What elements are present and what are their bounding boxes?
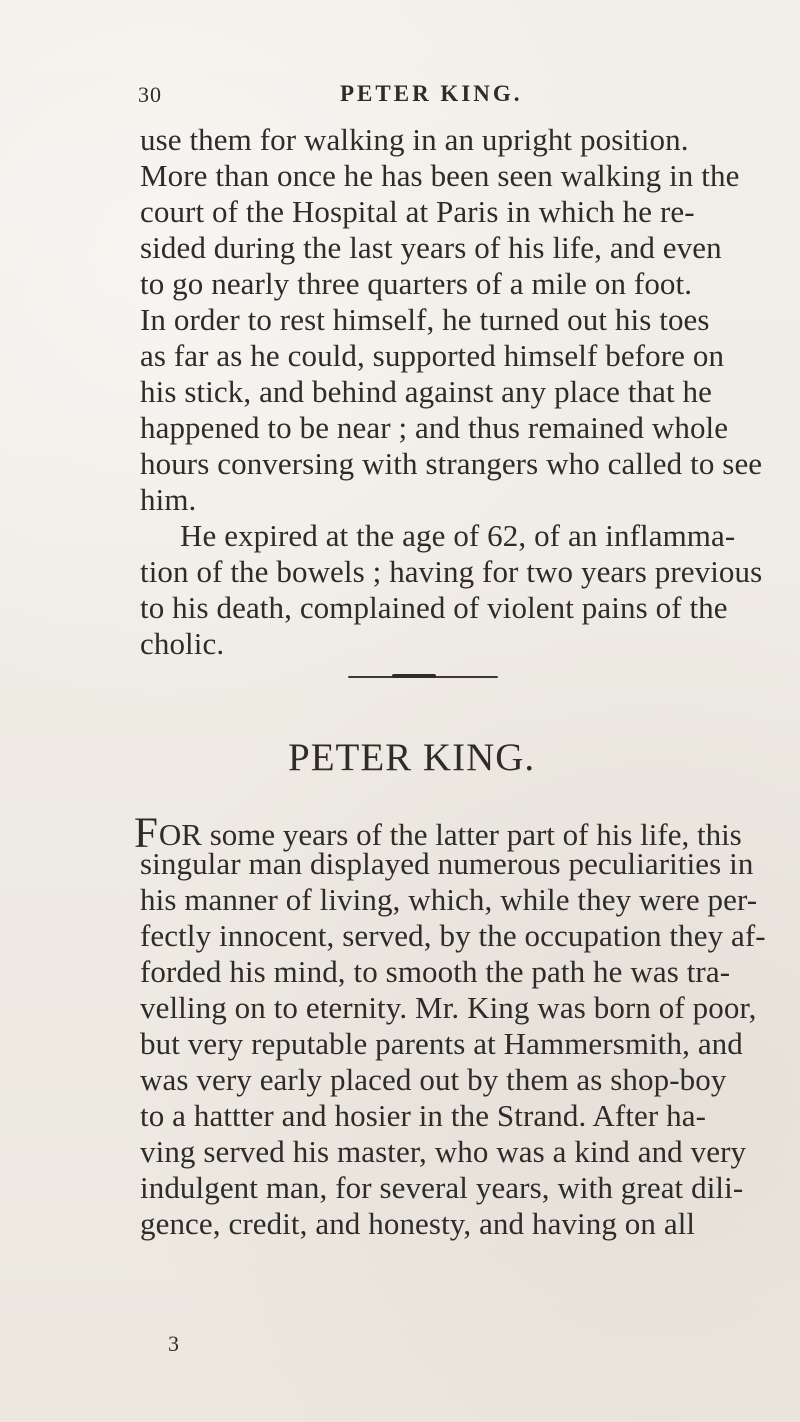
section-first-line-text: OR some years of the latter part of his life, this bbox=[158, 817, 742, 852]
section-heading: PETER KING. bbox=[288, 736, 536, 779]
body-line: as far as he could, supported himself before on bbox=[140, 338, 725, 373]
body-line: him. bbox=[140, 482, 197, 517]
body-line: cholic. bbox=[140, 626, 225, 661]
body-line: tion of the bowels ; having for two years previous bbox=[140, 554, 763, 589]
body-line: hours conversing with strangers who called to see bbox=[140, 446, 763, 481]
body-line: He expired at the age of 62, of an inflamma- bbox=[180, 518, 736, 553]
body-line: his stick, and behind against any place that he bbox=[140, 374, 713, 409]
body-line: indulgent man, for several years, with great dili- bbox=[140, 1170, 744, 1205]
body-line: velling on to eternity. Mr. King was born of poor, bbox=[140, 990, 757, 1025]
body-line: happened to be near ; and thus remained whole bbox=[140, 410, 729, 445]
body-line: court of the Hospital at Paris in which he re- bbox=[140, 194, 695, 229]
body-line: forded his mind, to smooth the path he was tra- bbox=[140, 954, 731, 989]
body-line: use them for walking in an upright position. bbox=[140, 122, 689, 157]
body-line: gence, credit, and honesty, and having on all bbox=[140, 1206, 696, 1241]
body-line: In order to rest himself, he turned out his toes bbox=[140, 302, 710, 337]
body-line: fectly innocent, served, by the occupation they af- bbox=[140, 918, 766, 953]
page-signature: 3 bbox=[168, 1331, 179, 1356]
section-divider bbox=[348, 676, 498, 678]
body-line: More than once he has been seen walking in the bbox=[140, 158, 740, 193]
body-line: to a hattter and hosier in the Strand. After ha- bbox=[140, 1098, 707, 1133]
body-line: to his death, complained of violent pains of the bbox=[140, 590, 728, 625]
body-line: singular man displayed numerous peculiarities in bbox=[140, 846, 754, 881]
body-line: was very early placed out by them as shop-boy bbox=[140, 1062, 727, 1097]
body-line: ving served his master, who was a kind and very bbox=[140, 1134, 747, 1169]
body-line: to go nearly three quarters of a mile on foot. bbox=[140, 266, 693, 301]
body-line: his manner of living, which, while they were per- bbox=[140, 882, 758, 917]
drop-cap: F bbox=[134, 810, 159, 857]
body-line: sided during the last years of his life, and even bbox=[140, 230, 722, 265]
running-head: PETER KING. bbox=[340, 81, 523, 106]
body-line: but very reputable parents at Hammersmith, and bbox=[140, 1026, 743, 1061]
page-number: 30 bbox=[138, 82, 162, 107]
